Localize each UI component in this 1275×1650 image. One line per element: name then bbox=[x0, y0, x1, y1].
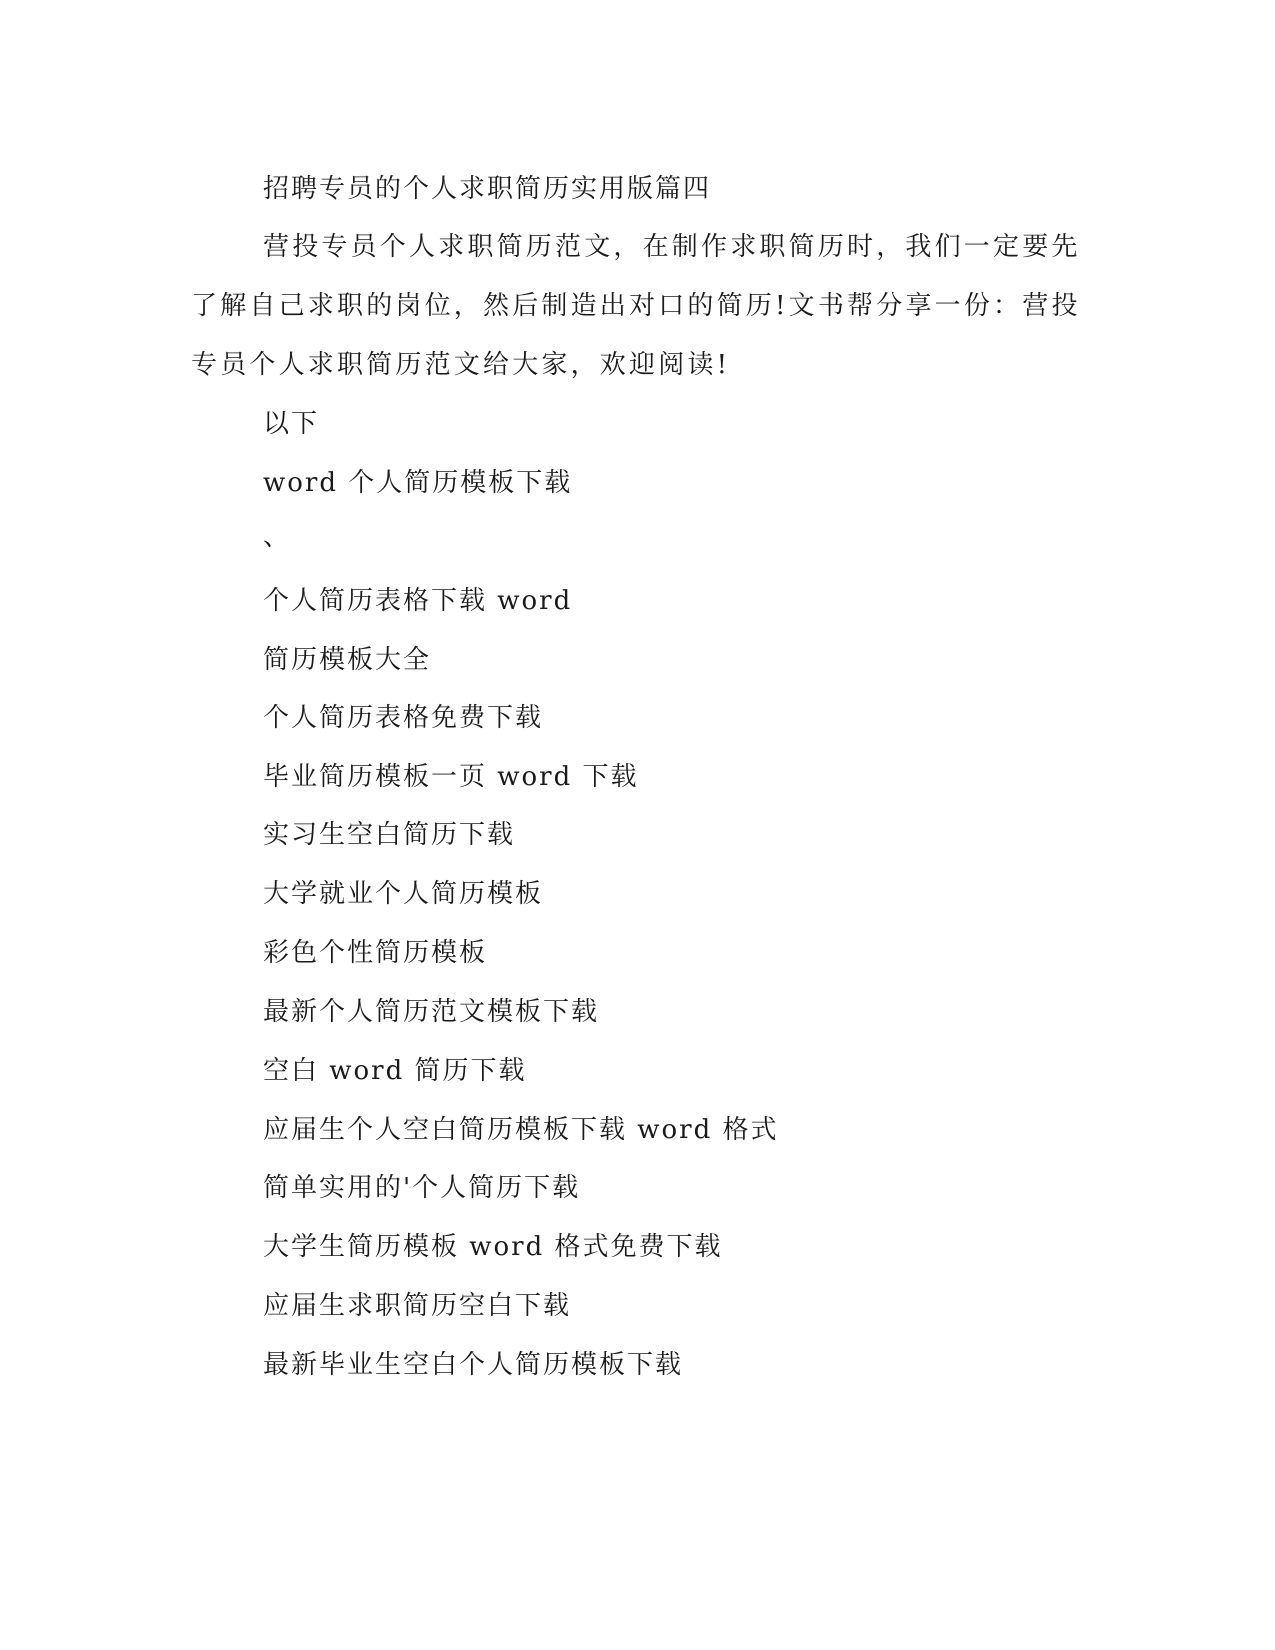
list-item: 简历模板大全 bbox=[263, 645, 432, 675]
list-item: 最新毕业生空白个人简历模板下载 bbox=[263, 1350, 684, 1380]
list-item: 以下 bbox=[263, 409, 320, 439]
list-item: 大学就业个人简历模板 bbox=[263, 879, 544, 909]
intro-line-1: 营投专员个人求职简历范文，在制作求职简历时，我们一定要先 bbox=[263, 232, 1081, 262]
document-heading: 招聘专员的个人求职简历实用版篇四 bbox=[263, 174, 712, 204]
list-item: 最新个人简历范文模板下载 bbox=[263, 997, 600, 1027]
list-item: 彩色个性简历模板 bbox=[263, 938, 488, 968]
list-item: 大学生简历模板 word 格式免费下载 bbox=[263, 1232, 723, 1262]
list-item: 个人简历表格免费下载 bbox=[263, 703, 544, 733]
list-item: 空白 word 简历下载 bbox=[263, 1056, 527, 1086]
list-item: 实习生空白简历下载 bbox=[263, 820, 516, 850]
list-item: word 个人简历模板下载 bbox=[263, 468, 573, 498]
intro-line-2: 了解自己求职的岗位，然后制造出对口的简历!文书帮分享一份：营投 bbox=[191, 291, 1081, 321]
list-item: 毕业简历模板一页 word 下载 bbox=[263, 762, 639, 792]
list-item: 应届生求职简历空白下载 bbox=[263, 1291, 572, 1321]
list-item: 应届生个人空白简历模板下载 word 格式 bbox=[263, 1115, 779, 1145]
list-item: 、 bbox=[263, 522, 292, 552]
list-item: 简单实用的'个人简历下载 bbox=[263, 1173, 581, 1203]
list-item: 个人简历表格下载 word bbox=[263, 586, 573, 616]
intro-line-3: 专员个人求职简历范文给大家，欢迎阅读! bbox=[191, 350, 731, 380]
